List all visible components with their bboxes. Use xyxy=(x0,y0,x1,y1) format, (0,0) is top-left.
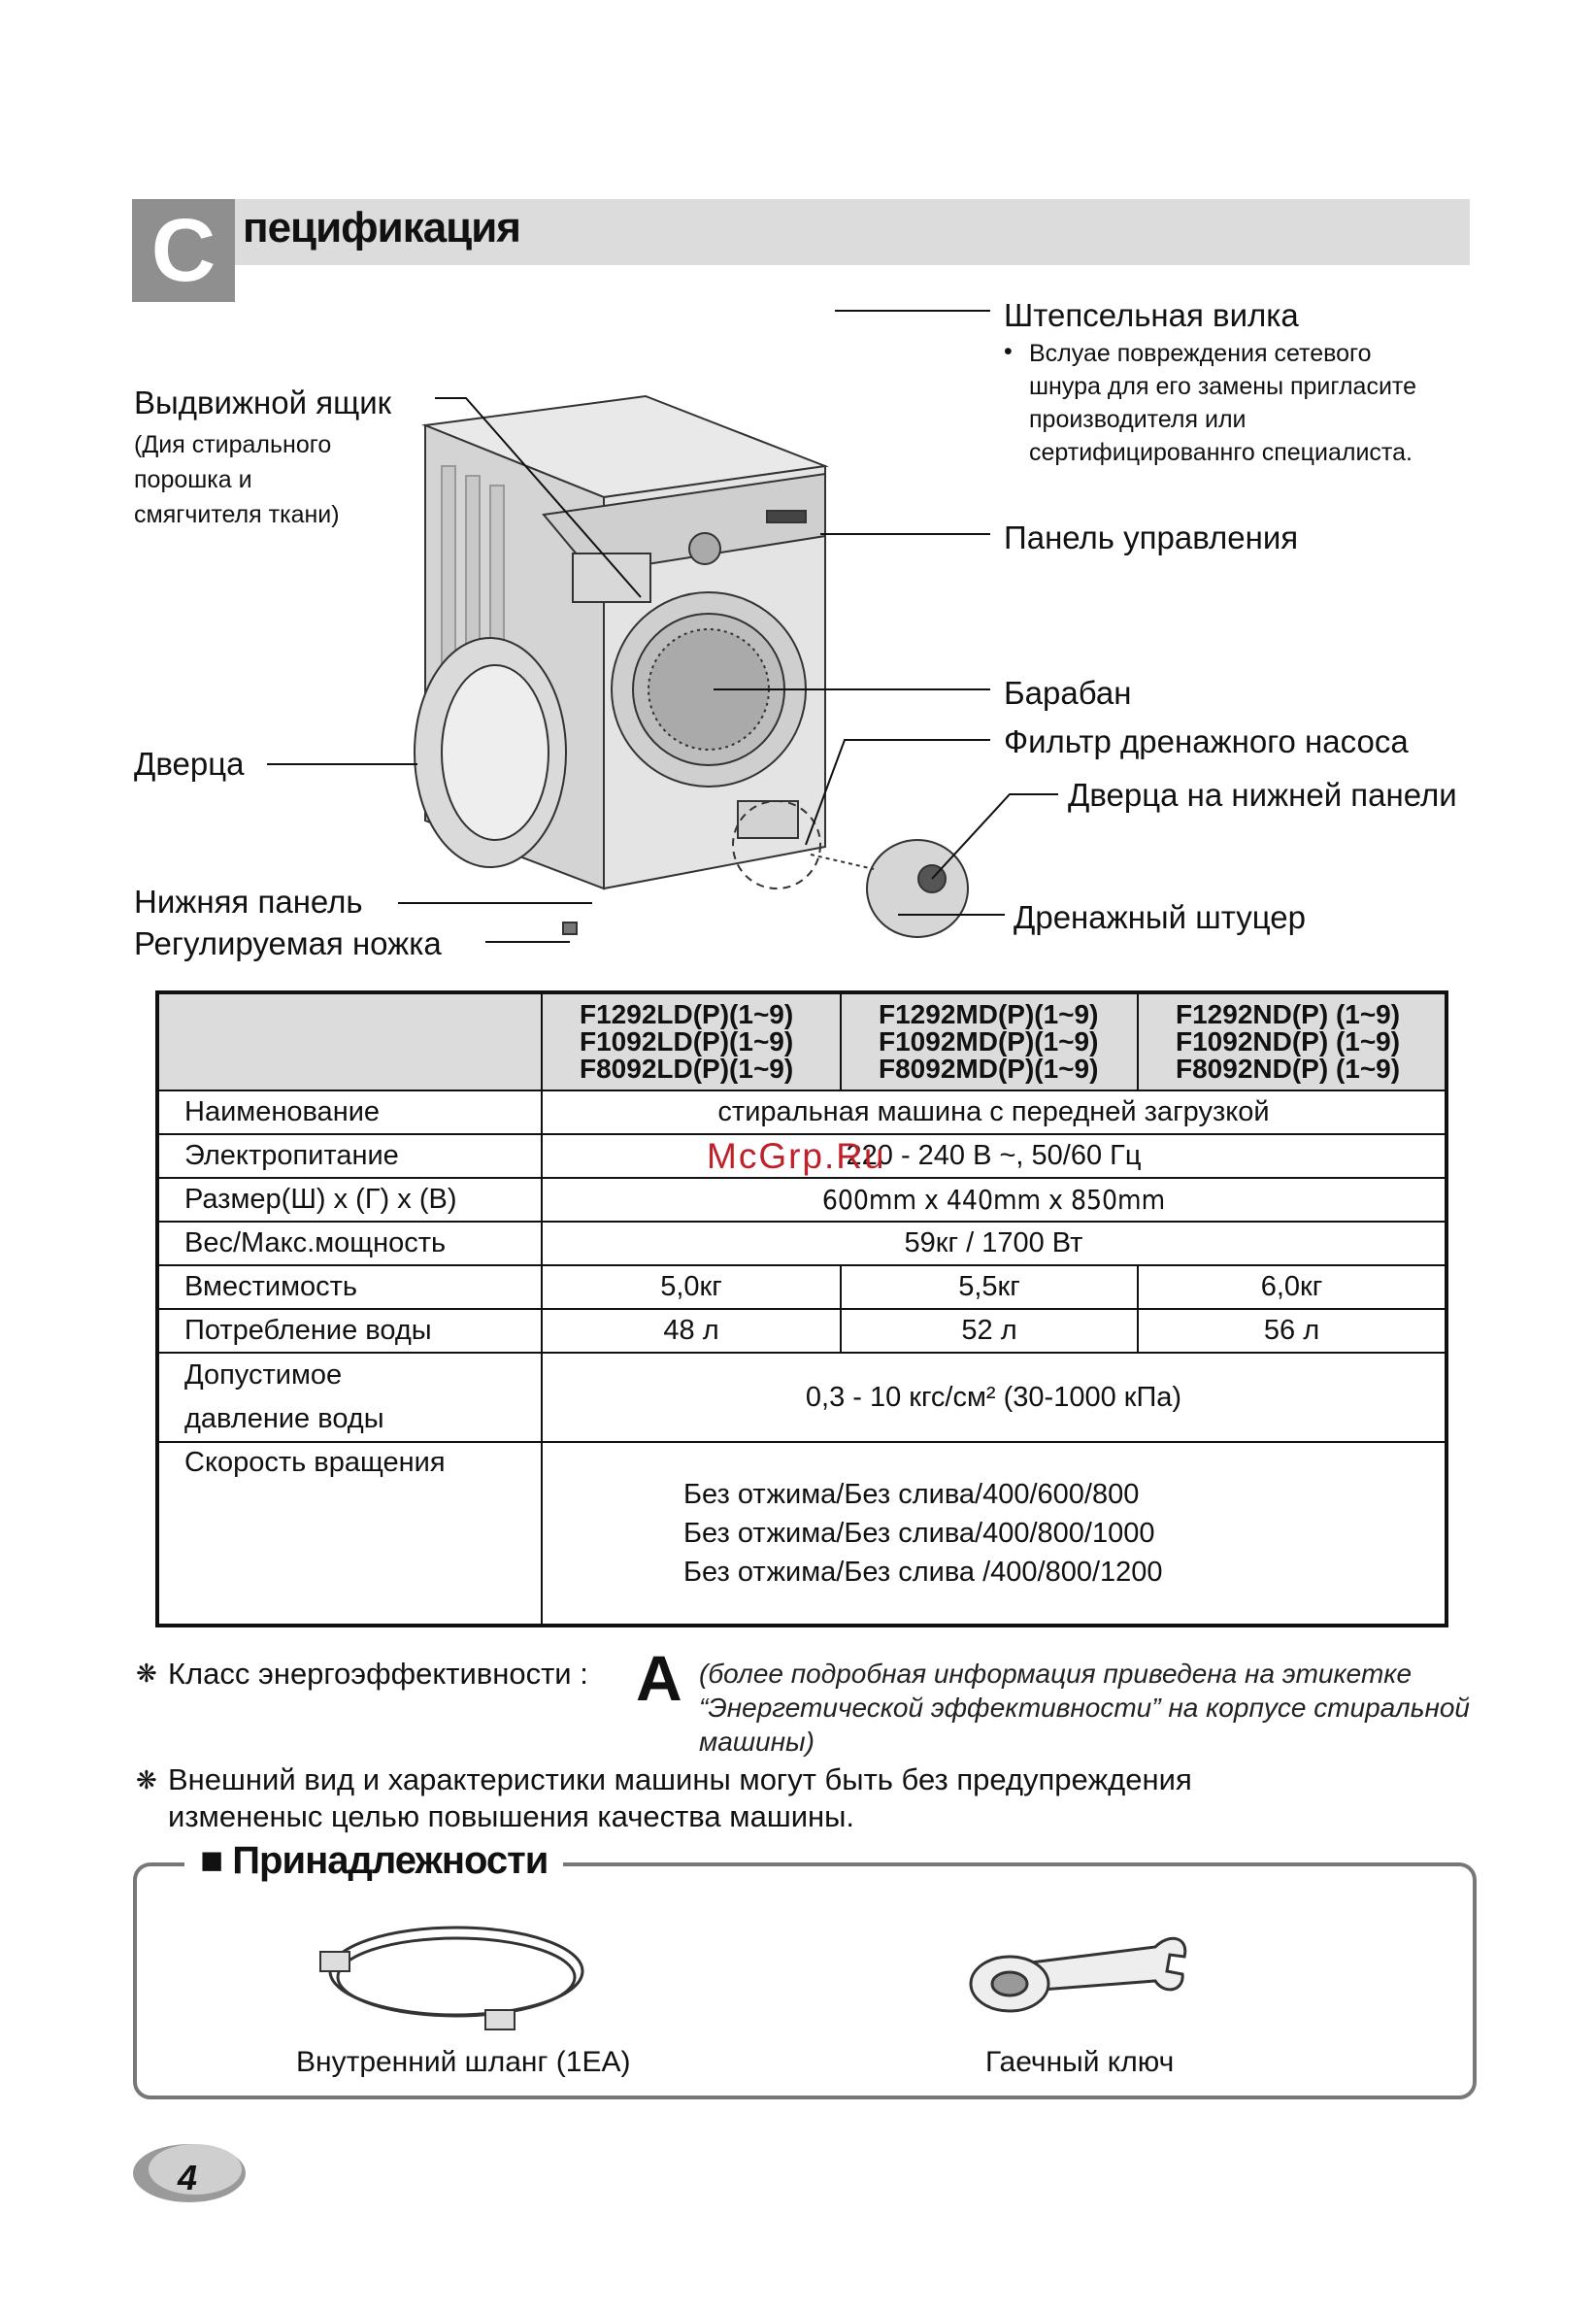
accessories-title-text: Принадлежности xyxy=(232,1839,549,1882)
bullet-plug: • xyxy=(1004,338,1013,365)
spec-table xyxy=(155,990,1448,1627)
table-row xyxy=(157,1222,1446,1265)
accessories-title xyxy=(184,1839,563,1883)
table-row xyxy=(157,1265,1446,1309)
label-plug: Штепсельная вилка xyxy=(1004,297,1299,333)
label-pump-filter: Фильтр дренажного насоса xyxy=(1004,723,1409,759)
value-water-2: 52 л xyxy=(841,1309,1138,1353)
plug-note-1: Вслуае повреждения сетевого xyxy=(1029,340,1372,367)
row-label-water: Потребление воды xyxy=(157,1309,542,1353)
model-name: F1292MD(P)(1~9) xyxy=(879,999,1099,1029)
inlet-hose-icon xyxy=(311,1913,602,2049)
value-capacity-1: 5,0кг xyxy=(542,1265,841,1309)
model-name: F8092ND(P) (1~9) xyxy=(1176,1054,1401,1084)
label-door: Дверца xyxy=(134,746,245,782)
row-label-weight: Вес/Макс.мощность xyxy=(157,1222,542,1265)
accessory-wrench-label: Гаечный ключ xyxy=(985,2046,1175,2078)
value-capacity-2: 5,5кг xyxy=(841,1265,1138,1309)
row-label-power: Электропитание xyxy=(157,1134,542,1178)
label-lower-door: Дверца на нижней панели xyxy=(1068,777,1457,813)
washing-machine-illustration xyxy=(415,396,968,937)
model-name: F1092MD(P)(1~9) xyxy=(879,1026,1099,1056)
speed-option: Без отжима/Без слива/400/800/1000 xyxy=(683,1518,1155,1549)
energy-note-3: машины) xyxy=(699,1727,815,1757)
table-header-row xyxy=(157,992,1446,1090)
row-label-speed: Скорость вращения xyxy=(157,1442,542,1626)
value-pressure: 0,3 - 10 кгс/см² (30-1000 кПа) xyxy=(542,1353,1446,1442)
label-drum: Барабан xyxy=(1004,675,1132,711)
star-icon: ❋ xyxy=(136,1765,157,1794)
table-row xyxy=(157,1309,1446,1353)
model-group-3 xyxy=(1138,992,1446,1090)
value-power: 220 - 240 В ~, 50/60 Гц xyxy=(542,1134,1446,1178)
value-speed xyxy=(542,1442,1446,1626)
label-drawer: Выдвижной ящик xyxy=(134,385,392,420)
drawer-note-1: (Дия стирального xyxy=(134,431,332,458)
model-group-2 xyxy=(841,992,1138,1090)
leader-filter xyxy=(806,740,990,845)
table-row xyxy=(157,1178,1446,1222)
watermark: McGrp.Ru xyxy=(707,1136,886,1176)
model-name: F1092LD(P)(1~9) xyxy=(580,1026,794,1056)
row-label-name: Наименование xyxy=(157,1090,542,1134)
appearance-note-2: измененыс целью повышения качества машины. xyxy=(168,1799,855,1833)
speed-option: Без отжима/Без слива/400/600/800 xyxy=(683,1479,1140,1510)
drawer-note-2: порошка и xyxy=(134,466,252,493)
energy-class-letter: A xyxy=(636,1642,682,1714)
accessory-hose-label: Внутренний шланг (1EA) xyxy=(296,2046,631,2078)
value-water-3: 56 л xyxy=(1138,1309,1446,1353)
row-label-size: Размер(Ш) х (Г) х (В) xyxy=(157,1178,542,1222)
value-capacity-3: 6,0кг xyxy=(1138,1265,1446,1309)
plug-note-2: шнура для его замены пригласите xyxy=(1029,373,1416,400)
wrench-icon xyxy=(961,1918,1194,2025)
row-label-pressure-line2: давление воды xyxy=(184,1403,384,1434)
label-drain-nozzle: Дренажный штуцер xyxy=(1014,899,1306,935)
model-name: F1092ND(P) (1~9) xyxy=(1176,1026,1401,1056)
value-weight: 59кг / 1700 Вт xyxy=(542,1222,1446,1265)
table-row xyxy=(157,1353,1446,1442)
energy-note-1: (более подробная информация приведена на этикетке xyxy=(699,1659,1413,1689)
label-control-panel: Панель управления xyxy=(1004,520,1299,555)
model-group-1 xyxy=(542,992,841,1090)
row-label-capacity: Вместимость xyxy=(157,1265,542,1309)
row-label-pressure xyxy=(157,1353,542,1442)
square-bullet-icon: ■ xyxy=(200,1839,223,1882)
model-name: F1292ND(P) (1~9) xyxy=(1176,999,1401,1029)
energy-class-label: Класс энергоэффективности : xyxy=(168,1657,588,1691)
value-size: 600mm x 440mm x 850mm xyxy=(542,1178,1446,1222)
row-label-pressure-line1: Допустимое xyxy=(184,1359,343,1391)
value-name: стиральная машина с передней загрузкой xyxy=(542,1090,1446,1134)
label-lower-panel: Нижняя панель xyxy=(134,884,363,920)
star-icon: ❋ xyxy=(136,1659,157,1688)
plug-note-3: производителя или xyxy=(1029,406,1247,433)
header-initial-letter: С xyxy=(132,199,235,302)
table-row xyxy=(157,1090,1446,1134)
page-title: пецификация xyxy=(243,204,520,252)
drawer-note-3: смягчителя ткани) xyxy=(134,501,340,528)
model-name: F8092LD(P)(1~9) xyxy=(580,1054,794,1084)
speed-option: Без отжима/Без слива /400/800/1200 xyxy=(683,1557,1163,1588)
appearance-note-1: Внешний вид и характеристики машины могут быть без предупреждения xyxy=(168,1762,1192,1796)
model-name: F1292LD(P)(1~9) xyxy=(580,999,794,1029)
model-name: F8092MD(P)(1~9) xyxy=(879,1054,1099,1084)
value-water-1: 48 л xyxy=(542,1309,841,1353)
page-number: 4 xyxy=(178,2158,198,2197)
label-adjustable-foot: Регулируемая ножка xyxy=(134,925,442,961)
table-row xyxy=(157,1442,1446,1626)
plug-note-4: сертифицированнго специалиста. xyxy=(1029,439,1413,466)
energy-note-2: “Энергетической эффективности” на корпусе стиральной xyxy=(699,1693,1470,1723)
header-empty-cell xyxy=(157,992,542,1090)
